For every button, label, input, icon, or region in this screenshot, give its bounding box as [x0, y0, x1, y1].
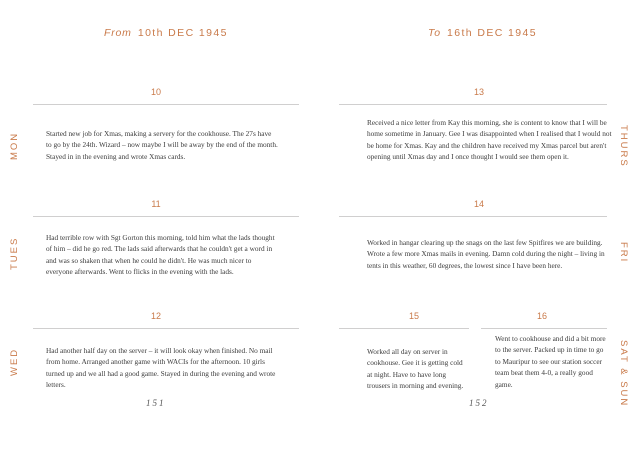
day-number-fri: 14 — [473, 199, 484, 209]
divider — [33, 216, 299, 217]
divider — [33, 328, 299, 329]
day-label-thurs: THURS — [618, 125, 629, 168]
entry-mon: Started new job for Xmas, making a servery for the cookhouse. The 27s have to go by the 24th. Wizard – now maybe I will be away by the end of the month. Stayed in in the evening and wrote Xmas cards. — [46, 129, 278, 161]
header-from-label: From — [104, 27, 132, 39]
day-number-tues: 11 — [151, 199, 161, 209]
divider — [33, 104, 299, 105]
entry-fri: Worked in hangar clearing up the snags on the last few Spitfires we are building. Wrote a few more Xmas mails in evening. Damn cold during the night – living in tents in this weather, 60 degrees, the lowest since I have been here. — [367, 238, 605, 270]
page-number-left: 151 — [146, 398, 166, 408]
day-label-fri: FRI — [618, 242, 629, 264]
header-to-date: 16th DEC 1945 — [447, 27, 538, 39]
entry-wed: Had another half day on the server – it will look okay when finished. No mail from home. Arranged another game with WACIs for the afternoon. 10 girls turned up and we all had a good game. Stayed in during the evening and wrote letters. — [46, 346, 276, 390]
right-page — [319, 0, 638, 453]
day-number-thurs: 13 — [473, 87, 484, 97]
day-number-sun: 16 — [536, 311, 547, 321]
entry-sat: Worked all day on server in cookhouse. Gee it is getting cold at night. Have to have long trousers in morning and evening. — [367, 347, 464, 391]
entry-sun: Went to cookhouse and did a bit more to the server. Packed up in time to go to Mauripur to see our station soccer team beat them 4-0, a really good game. — [495, 334, 606, 389]
day-number-mon: 10 — [150, 87, 161, 97]
header-to-label: To — [428, 27, 441, 39]
day-label-tues: TUES — [9, 236, 20, 270]
left-page-header — [104, 27, 228, 39]
day-label-wed: WED — [9, 347, 20, 376]
day-number-sat: 15 — [408, 311, 419, 321]
divider — [339, 104, 607, 105]
divider — [339, 328, 469, 329]
page-number-right: 152 — [469, 398, 489, 408]
divider — [339, 216, 607, 217]
day-label-sat-sun: SAT & SUN — [618, 340, 629, 408]
entry-tues: Had terrible row with Sgt Gorton this morning, told him what the lads thought of him – did he go red. The lads said afterwards that he couldn't get a word in and was so shaken that when he could he didn't. He was much nicer to everyone afterwards. Went to flicks in the evening with the lads. — [46, 233, 275, 277]
header-from-date: 10th DEC 1945 — [137, 27, 228, 39]
divider — [481, 328, 607, 329]
right-page-header — [428, 27, 537, 39]
day-label-mon: MON — [9, 131, 20, 160]
day-number-wed: 12 — [150, 311, 161, 321]
entry-thurs: Received a nice letter from Kay this morning, she is content to know that I will be home sometime in January. Gee I was disappointed when I realised that I would not be home for Xmas. Kay and the children have received my Xmas parcel but aren't opening until Xmas day and I once thought I would see them open it. — [367, 118, 612, 162]
